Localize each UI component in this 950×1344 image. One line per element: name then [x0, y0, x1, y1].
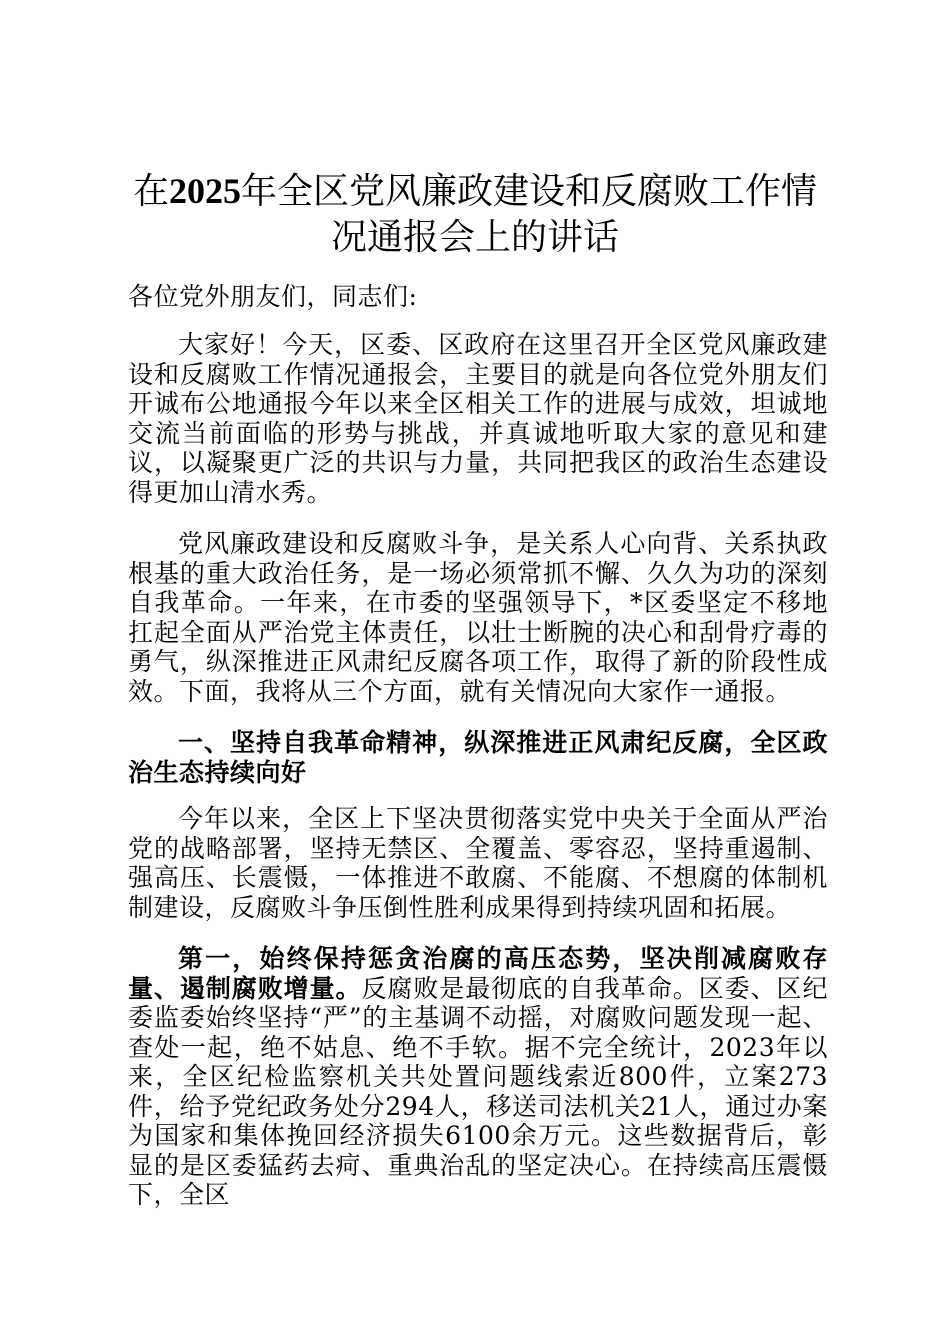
title-line2: 况通报会上的讲话 [330, 217, 619, 258]
title-prefix: 在 [132, 171, 169, 212]
title-line1-rest: 年全区党风廉政建设和反腐败工作情 [241, 171, 818, 212]
paragraph-overview: 党风廉政建设和反腐败斗争，是关系人心向背、关系执政根基的重大政治任务，是一场必须常抓不懈、久久为功的深刻自我革命。一年来，在市委的坚强领导下，*区委坚定不移地扛起全面从严治党主体责任，以壮士断腕的决心和刮骨疗毒的勇气，纵深推进正风肃纪反腐各项工作，取得了新的阶段性成效。下面，我将从三个方面，就有关情况向大家作一通报。 [128, 529, 828, 706]
paragraph-intro: 大家好！今天，区委、区政府在这里召开全区党风廉政建设和反腐败工作情况通报会，主要目的就是向各位党外朋友们开诚布公地通报今年以来全区相关工作的进展与成效，坦诚地交流当前面临的形势与挑战，并真诚地听取大家的意见和建议，以凝聚更广泛的共识与力量，共同把我区的政治生态建设得更加山清水秀。 [128, 330, 828, 507]
first-point-lead: 第一，始终保持惩贪治腐的高压态势，坚决削减腐败存量、遏制腐败增量。 [128, 944, 828, 1003]
document-title [128, 168, 822, 261]
salutation: 各位党外朋友们，同志们: [128, 282, 418, 311]
first-point-body: 反腐败是最彻底的自我革命。区委、区纪委监委始终坚持“严”的主基调不动摇，对腐败问题发现一起、查处一起，绝不姑息、绝不手软。据不完全统计，2023年以来，全区纪检监察机关共处置问题线索近800件，立案273件，给予党纪政务处分294人，移送司法机关21人，通过办案为国家和集体挽回经济损失6100余万元。这些数据背后，彰显的是区委猛药去疴、重典治乱的坚定决心。在持续高压震慑下，全区 [128, 973, 828, 1209]
paragraph-section1-intro: 今年以来，全区上下坚决贯彻落实党中央关于全面从严治党的战略部署，坚持无禁区、全覆盖、零容忍，坚持重遏制、强高压、长震慑，一体推进不敢腐、不能腐、不想腐的体制机制建设，反腐败斗争压倒性胜利成果得到持续巩固和拓展。 [128, 804, 828, 922]
paragraph-first-point [128, 944, 828, 1210]
section-heading-1: 一、坚持自我革命精神，纵深推进正风肃纪反腐，全区政治生态持续向好 [128, 728, 828, 787]
title-year: 2025 [169, 171, 241, 211]
